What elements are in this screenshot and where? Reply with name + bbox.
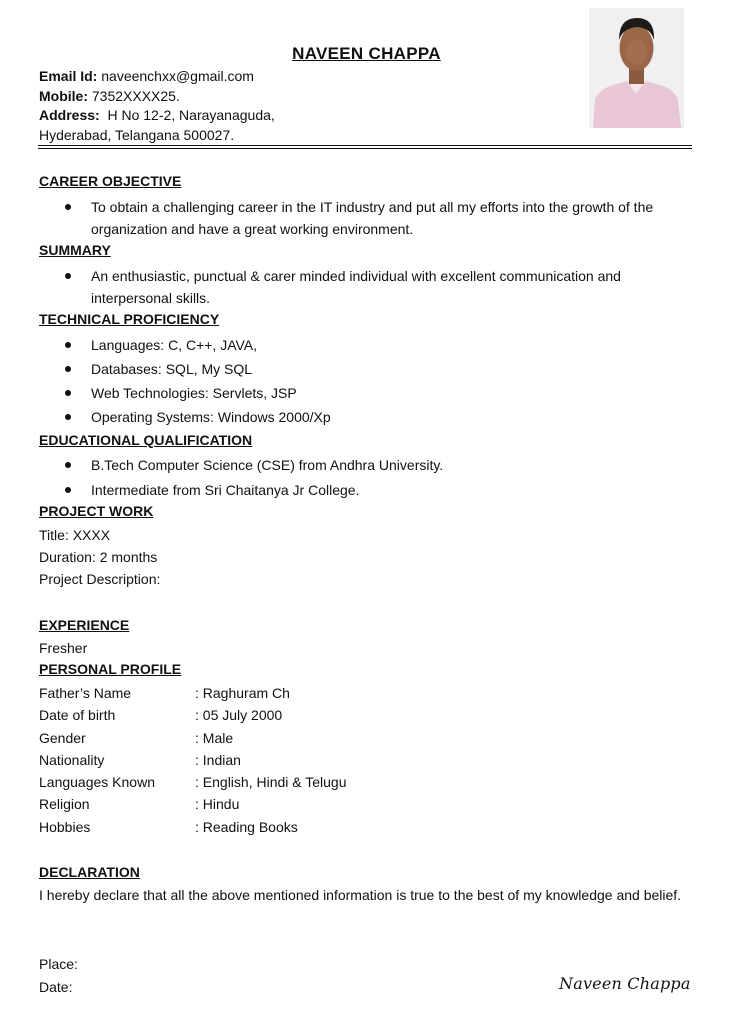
profile-label: Languages Known (39, 774, 155, 791)
date-label: Date: (39, 979, 73, 995)
list-item: Languages: C, C++, JAVA, (39, 334, 699, 356)
mobile-label: Mobile: (39, 87, 88, 104)
profile-value: : Raghuram Ch (195, 685, 290, 701)
list-item: Operating Systems: Windows 2000/Xp (39, 406, 699, 428)
profile-label: Father’s Name (39, 685, 132, 701)
profile-row (39, 749, 347, 771)
profile-photo (589, 8, 684, 128)
header-divider (38, 145, 692, 146)
profile-value: : English, Hindi & Telugu (195, 774, 347, 791)
profile-value: : 05 July 2000 (195, 707, 283, 724)
declaration-text: I hereby declare that all the above mentioned information is true to the best of my knowledge and belief. (39, 887, 682, 903)
education-list (39, 454, 699, 501)
list-item: B.Tech Computer Science (CSE) from Andhra University. (39, 454, 699, 476)
list-item: To obtain a challenging career in the IT industry and put all my efforts into the growth of the organization and have a great working environment. (39, 196, 699, 240)
experience-heading: EXPERIENCE (39, 617, 130, 633)
profile-row (39, 793, 347, 815)
profile-photo-image (589, 8, 684, 128)
personal-heading: PERSONAL PROFILE (39, 661, 182, 677)
project-heading: PROJECT WORK (39, 503, 154, 519)
profile-row (39, 682, 347, 704)
mobile-value: 7352XXXX25. (91, 87, 180, 104)
profile-label: Gender (39, 729, 86, 746)
mobile-line (39, 87, 275, 107)
list-item: Intermediate from Sri Chaitanya Jr College. (39, 479, 699, 501)
project-duration: Duration: 2 months (39, 549, 158, 565)
technical-heading: TECHNICAL PROFICIENCY (39, 311, 220, 327)
technical-list (39, 334, 699, 428)
list-item: An enthusiastic, punctual & carer minded individual with excellent communication and interpersonal skills. (39, 265, 699, 309)
personal-table (39, 682, 347, 838)
experience-value: Fresher (39, 640, 88, 656)
profile-label: Hobbies (39, 818, 91, 835)
education-heading: EDUCATIONAL QUALIFICATION (39, 432, 253, 448)
address-label: Address: (39, 107, 100, 123)
profile-row (39, 704, 347, 726)
profile-row (39, 771, 347, 793)
email-line (39, 67, 275, 87)
career-objective-list (39, 196, 699, 240)
declaration-heading: DECLARATION (39, 864, 140, 880)
profile-label: Date of birth (39, 707, 116, 724)
contact-block (39, 67, 275, 145)
email-label: Email Id: (39, 68, 98, 84)
list-item: Web Technologies: Servlets, JSP (39, 382, 699, 404)
project-title: Title: XXXX (39, 527, 111, 543)
career-objective-heading: CAREER OBJECTIVE (39, 173, 182, 189)
place-label: Place: (39, 956, 78, 972)
project-description: Project Description: (39, 571, 161, 587)
address-line (39, 106, 275, 126)
profile-value: : Hindu (195, 796, 240, 813)
signature: Naveen Chappa (559, 974, 691, 993)
address-line2: Hyderabad, Telangana 500027. (39, 126, 235, 143)
list-item: Databases: SQL, My SQL (39, 358, 699, 380)
summary-list (39, 265, 699, 309)
profile-label: Nationality (39, 751, 105, 768)
profile-value: : Indian (195, 751, 241, 768)
profile-label: Religion (39, 796, 90, 813)
profile-row (39, 816, 347, 838)
profile-value: : Male (195, 729, 234, 746)
header-divider-thin (38, 148, 692, 149)
profile-row (39, 727, 347, 749)
profile-value: : Reading Books (195, 818, 298, 835)
address-line1: H No 12-2, Narayanaguda, (107, 107, 275, 123)
email-value: naveenchxx@gmail.com (101, 68, 254, 84)
summary-heading: SUMMARY (39, 242, 111, 258)
candidate-name: NAVEEN CHAPPA (292, 44, 441, 63)
